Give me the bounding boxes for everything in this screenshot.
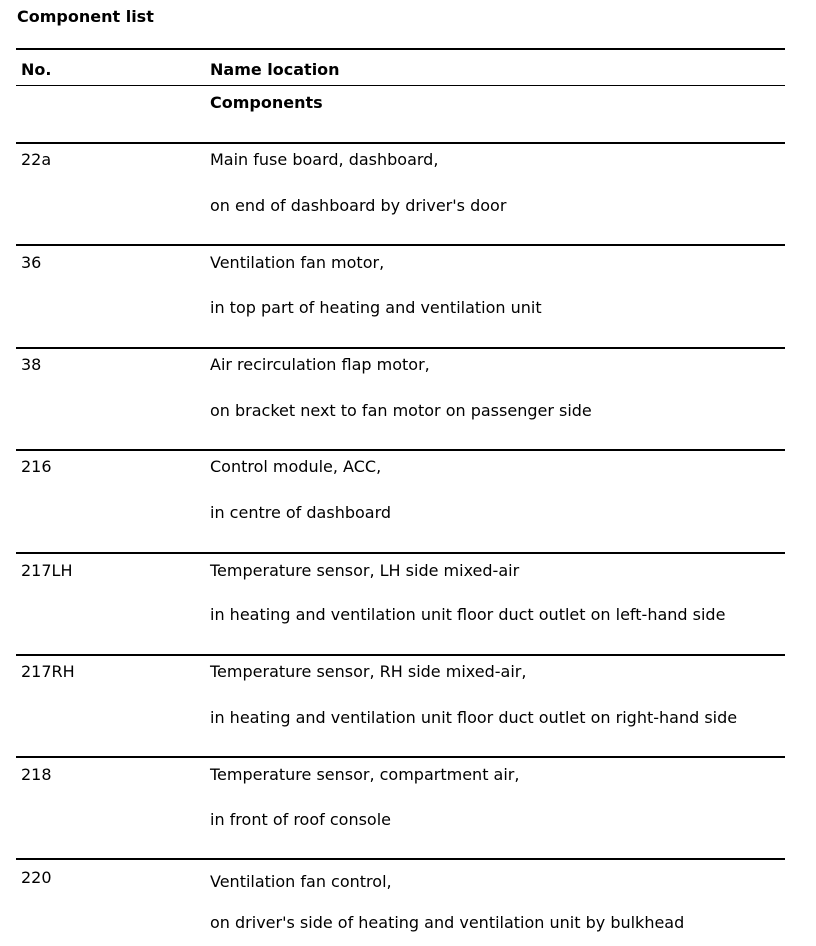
component-location: in heating and ventilation unit floor duct outlet on left-hand side <box>210 605 726 624</box>
component-location: in front of roof console <box>210 810 391 829</box>
component-number: 216 <box>21 457 52 476</box>
component-location: on bracket next to fan motor on passenger side <box>210 401 592 420</box>
component-location: on driver's side of heating and ventilation unit by bulkhead <box>210 913 685 932</box>
row-divider <box>16 756 785 758</box>
row-divider <box>16 347 785 349</box>
component-name: Temperature sensor, compartment air, <box>210 765 520 784</box>
component-location: on end of dashboard by driver's door <box>210 196 507 215</box>
row-divider <box>16 552 785 554</box>
row-divider <box>16 244 785 246</box>
component-number: 22a <box>21 150 52 169</box>
component-number: 220 <box>21 868 52 887</box>
table-top-rule <box>16 48 785 50</box>
column-header-no: No. <box>21 60 52 79</box>
column-header-name-location: Name location <box>210 60 340 79</box>
component-number: 36 <box>21 253 42 272</box>
row-divider <box>16 654 785 656</box>
column-subheader-components: Components <box>210 93 323 112</box>
component-name: Ventilation fan control, <box>210 872 392 891</box>
row-divider <box>16 449 785 451</box>
row-divider <box>16 142 785 144</box>
component-name: Control module, ACC, <box>210 457 382 476</box>
component-number: 217LH <box>21 561 73 580</box>
component-number: 38 <box>21 355 42 374</box>
component-name: Temperature sensor, LH side mixed-air <box>210 561 520 580</box>
component-name: Main fuse board, dashboard, <box>210 150 439 169</box>
component-name: Ventilation fan motor, <box>210 253 385 272</box>
component-location: in top part of heating and ventilation unit <box>210 298 542 317</box>
component-location: in centre of dashboard <box>210 503 392 522</box>
header-rule <box>16 85 785 86</box>
component-number: 217RH <box>21 662 75 681</box>
component-number: 218 <box>21 765 52 784</box>
component-name: Air recirculation flap motor, <box>210 355 430 374</box>
component-name: Temperature sensor, RH side mixed-air, <box>210 662 527 681</box>
page-title: Component list <box>17 7 154 26</box>
component-location: in heating and ventilation unit floor duct outlet on right-hand side <box>210 708 738 727</box>
row-divider <box>16 858 785 860</box>
